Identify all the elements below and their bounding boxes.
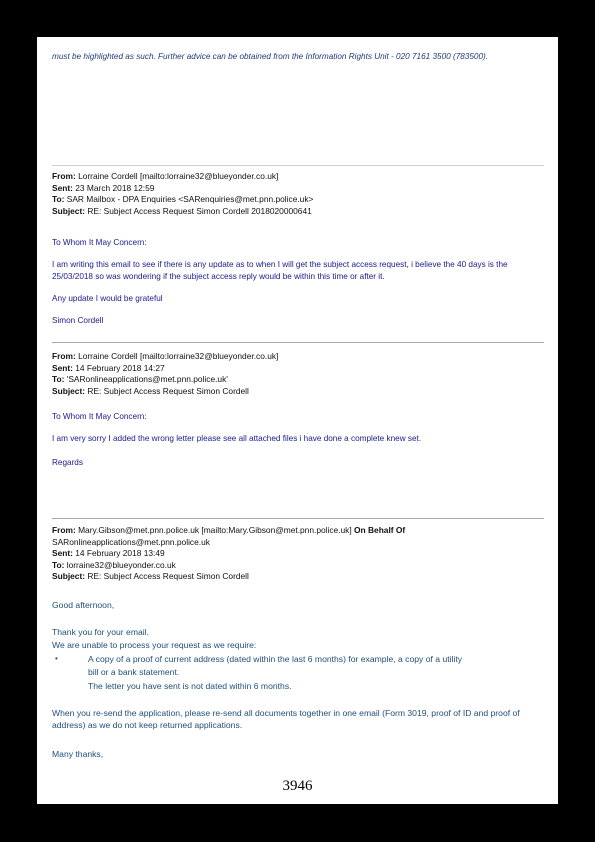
- divider: [52, 165, 544, 166]
- on-behalf-label: On Behalf Of: [354, 525, 406, 535]
- email-header-2: [52, 351, 547, 397]
- from-label: From:: [52, 351, 76, 361]
- sent-label: Sent:: [52, 182, 73, 193]
- to-value: SAR Mailbox - DPA Enquiries <SARenquiries@met.pnn.police.uk>: [66, 194, 314, 205]
- email-header-1: [52, 171, 547, 217]
- divider: [52, 342, 544, 343]
- email-body-text: We are unable to process your request as we require:: [52, 640, 257, 650]
- bullet-item-text: A copy of a proof of current address (dated within the last 6 months) for example, a copy of a utility: [88, 654, 463, 664]
- sent-value: 23 March 2018 12:59: [75, 182, 155, 193]
- email-greeting: Good afternoon,: [52, 600, 115, 610]
- document-page: [37, 37, 558, 804]
- from-value: Mary.Gibson@met.pnn.police.uk [mailto:Mary.Gibson@met.pnn.police.uk]: [78, 525, 352, 535]
- subject-value: RE: Subject Access Request Simon Cordell 2018020000641: [87, 205, 312, 216]
- email-greeting: To Whom It May Concern:: [52, 238, 147, 247]
- email-header-3: [52, 525, 547, 583]
- on-behalf-value: SARonlineapplications@met.pnn.police.uk: [52, 536, 210, 547]
- subject-label: Subject:: [52, 571, 86, 582]
- sent-value: 14 February 2018 14:27: [75, 362, 165, 373]
- subject-value: RE: Subject Access Request Simon Cordell: [87, 385, 249, 396]
- sent-label: Sent:: [52, 548, 73, 559]
- from-label: From:: [52, 525, 76, 535]
- divider: [52, 518, 544, 519]
- from-label: From:: [52, 171, 76, 181]
- email-body-text: Any update I would be grateful: [52, 294, 163, 303]
- to-label: To:: [52, 559, 65, 570]
- email-body-text: I am writing this email to see if there is any update as to when I will get the subject access request, i believe the 40 days is the 25/03/2018 so was wondering if the subject access reply would be within this time or after it.: [52, 260, 508, 281]
- intro-text: must be highlighted as such. Further advice can be obtained from the Information Rights Unit - 020 7161 3500 (783500).: [52, 52, 489, 61]
- subject-label: Subject:: [52, 205, 86, 216]
- sent-label: Sent:: [52, 362, 73, 373]
- to-label: To:: [52, 194, 65, 205]
- email-greeting: To Whom It May Concern:: [52, 412, 147, 421]
- email-body-text: When you re-send the application, please re-send all documents together in one email (Form 3019, proof of ID and proof of address) as we do not keep returned applications.: [52, 708, 520, 731]
- bullet-icon: •: [55, 654, 58, 663]
- bullet-note-text: The letter you have sent is not dated within 6 months.: [88, 681, 292, 691]
- email-body-text: Thank you for your email.: [52, 627, 149, 637]
- page-number: 3946: [282, 778, 313, 794]
- bullet-item-text: bill or a bank statement.: [88, 667, 180, 677]
- from-value: Lorraine Cordell [mailto:lorraine32@blueyonder.co.uk]: [78, 351, 279, 361]
- email-closing: Many thanks,: [52, 749, 104, 759]
- subject-label: Subject:: [52, 385, 86, 396]
- email-signature: Simon Cordell: [52, 316, 104, 325]
- to-value: lorraine32@blueyonder.co.uk: [66, 559, 176, 570]
- from-value: Lorraine Cordell [mailto:lorraine32@blueyonder.co.uk]: [78, 171, 279, 181]
- email-closing: Regards: [52, 458, 83, 467]
- to-label: To:: [52, 374, 65, 385]
- to-value: 'SARonlineapplications@met.pnn.police.uk': [66, 374, 228, 385]
- subject-value: RE: Subject Access Request Simon Cordell: [87, 571, 249, 582]
- sent-value: 14 February 2018 13:49: [75, 548, 165, 559]
- email-body-text: I am very sorry I added the wrong letter please see all attached files i have done a complete knew set.: [52, 434, 422, 443]
